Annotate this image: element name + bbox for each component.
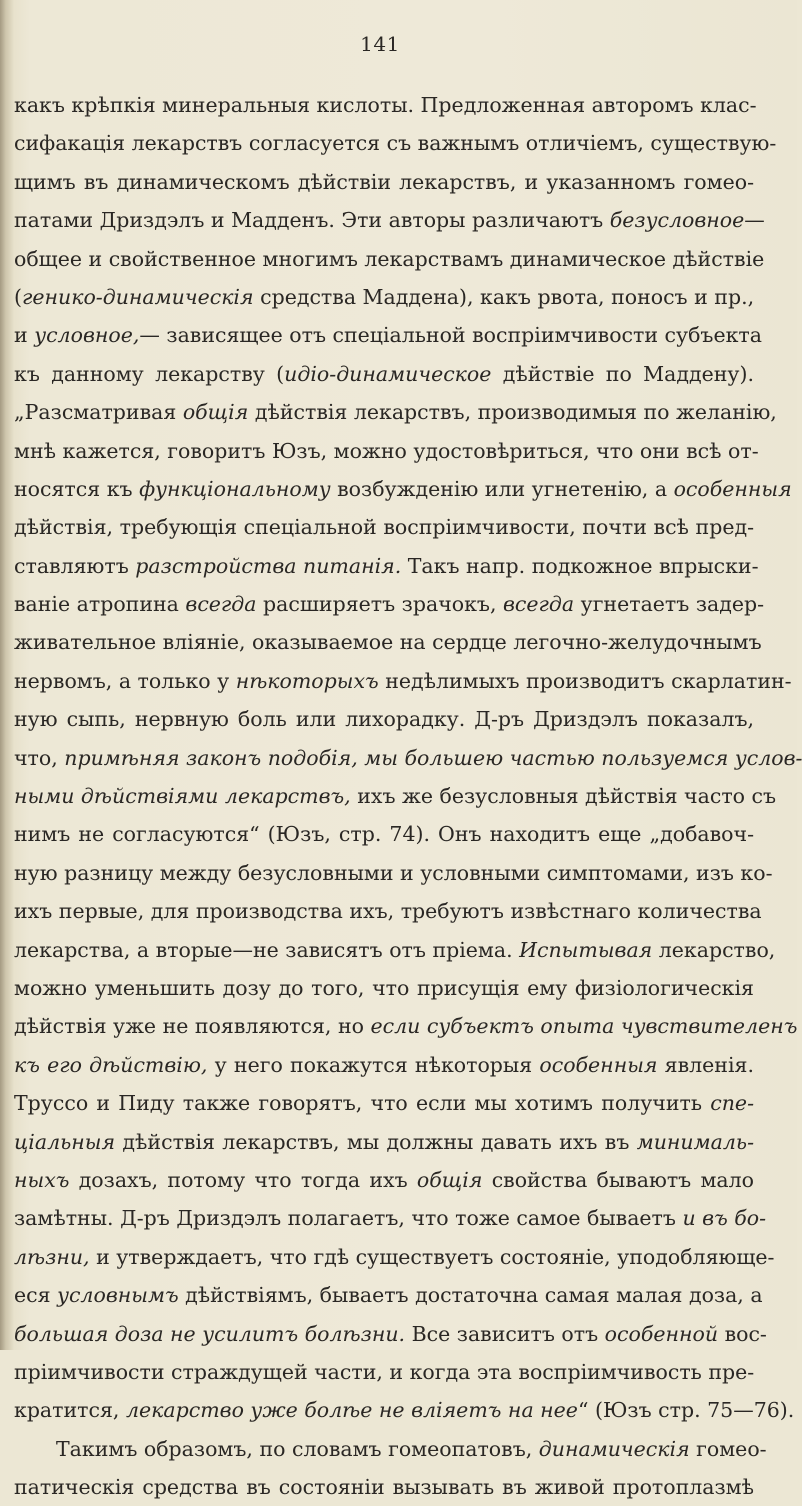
text-line — [14, 1391, 795, 1429]
text-segment: какъ крѣпкія минеральныя кислоты. Предложенная авторомъ клас- — [14, 93, 757, 117]
text-segment: ихъ же безусловныя дѣйствія часто съ — [350, 784, 777, 809]
text-segment: и утверждаетъ, что гдѣ существуетъ состояніе, уподобляюще- — [89, 1244, 775, 1269]
italic-text: разстройства питанія. — [135, 553, 402, 578]
italic-text: особенной — [604, 1321, 719, 1346]
text-line — [14, 815, 754, 853]
text-segment: ихъ первые, для производства ихъ, требуютъ извѣстнаго количества — [14, 899, 762, 924]
text-line — [14, 854, 773, 892]
text-segment: — зависящее отъ спеціальной воспріимчивости субъекта — [139, 323, 762, 348]
text-line — [14, 393, 777, 431]
text-line — [14, 1468, 754, 1506]
text-segment: ( — [14, 284, 22, 309]
text-segment: угнетаетъ задер- — [574, 592, 765, 617]
text-segment: гомео- — [689, 1436, 767, 1461]
text-line — [14, 240, 765, 278]
text-segment: дѣйствія лекарствъ, производимыя по желанію, — [248, 400, 777, 425]
text-line — [14, 662, 792, 700]
text-line — [14, 278, 754, 316]
body-text — [14, 86, 802, 1506]
text-line — [14, 1276, 763, 1314]
italic-text: и въ бо- — [682, 1206, 767, 1231]
text-segment: патическія средства въ состояніи вызывать въ живой протоплазмѣ — [14, 1475, 754, 1500]
text-segment: дѣйствіямъ, бываетъ достаточна самая малая доза, а — [178, 1283, 763, 1308]
italic-text: большая доза не усилитъ болѣзни. — [14, 1321, 406, 1346]
text-segment: дѣйствія уже не появляются, но — [14, 1014, 371, 1039]
italic-text: минималь- — [636, 1129, 754, 1154]
text-segment: лекарство, — [652, 937, 776, 962]
text-segment: ваніе атропина — [14, 592, 186, 617]
text-line — [14, 585, 765, 623]
text-segment: и — [14, 323, 35, 348]
text-segment: еся — [14, 1283, 58, 1308]
text-segment: Такимъ образомъ, по словамъ гомеопатовъ, — [56, 1436, 539, 1461]
text-line — [14, 508, 754, 546]
text-segment: пріимчивости страждущей части, и когда эта воспріимчивость пре- — [14, 1359, 755, 1384]
italic-text: идіо-динамическое — [284, 361, 492, 386]
text-line — [14, 201, 765, 239]
text-segment: возбужденію или угнетенію, а — [330, 476, 674, 501]
text-segment: — — [744, 208, 765, 233]
text-segment: патами Дриздэлъ и Мадденъ. Эти авторы различаютъ — [14, 208, 610, 233]
text-line — [14, 163, 754, 201]
text-segment: нервомъ, а только у — [14, 668, 236, 693]
text-segment: мнѣ кажется, говоритъ Юзъ, можно удостовѣриться, что они всѣ от- — [14, 438, 759, 463]
text-line — [14, 316, 762, 354]
text-segment: ную разницу между безусловными и условными симптомами, изъ ко- — [14, 860, 773, 885]
text-segment: „Разсматривая — [14, 400, 183, 425]
text-line — [14, 892, 762, 930]
text-segment: вос- — [718, 1321, 767, 1346]
text-line — [14, 739, 802, 777]
italic-text: особенныя — [539, 1052, 658, 1077]
text-line — [14, 124, 777, 162]
text-segment: Такъ напр. подкожное впрыски- — [401, 553, 759, 578]
italic-text: общія — [416, 1167, 483, 1192]
italic-text: условнымъ — [57, 1283, 179, 1308]
text-segment: дозахъ, потому что тогда ихъ — [69, 1167, 417, 1192]
italic-text: особенныя — [673, 476, 792, 501]
text-line — [14, 1353, 754, 1391]
text-segment: щимъ въ динамическомъ дѣйствіи лекарствъ, и указанномъ гомео- — [14, 169, 754, 194]
italic-text: всегда — [502, 592, 575, 617]
text-line — [14, 1430, 767, 1468]
italic-text: нѣкоторыхъ — [235, 668, 379, 693]
italic-text: всегда — [185, 592, 257, 617]
italic-text: генико-динамическія — [22, 284, 254, 309]
text-segment: нимъ не согласуются“ (Юзъ, стр. 74). Онъ находитъ еще „добавоч- — [14, 822, 754, 847]
italic-text: условное, — [34, 323, 140, 348]
text-line — [14, 1238, 775, 1276]
text-segment: дѣйствіе по Маддену). — [491, 361, 754, 386]
text-line — [14, 355, 754, 393]
italic-text: ціальныя — [14, 1129, 116, 1154]
text-segment: дѣйствія, требующія спеціальной воспріимчивости, почти всѣ пред- — [14, 515, 754, 540]
text-line — [14, 470, 792, 508]
text-segment: свойства бываютъ мало — [482, 1167, 754, 1192]
text-segment: расширяетъ зрачокъ, — [256, 592, 503, 617]
text-line — [14, 1199, 767, 1237]
text-line — [14, 623, 762, 661]
italic-text: Испытывая — [519, 937, 653, 962]
text-segment: средства Маддена), какъ рвота, поносъ и пр., — [253, 284, 755, 309]
text-line — [14, 1123, 754, 1161]
italic-text: функціональному — [139, 476, 331, 501]
page-number: 141 — [360, 32, 400, 56]
text-line — [14, 969, 754, 1007]
italic-text: лѣзни, — [14, 1244, 90, 1269]
italic-text: если субъектъ опыта чувствителенъ — [370, 1014, 798, 1039]
text-segment: сифакація лекарствъ согласуется съ важнымъ отличіемъ, существую- — [14, 131, 777, 156]
text-segment: у него покажутся нѣкоторыя — [207, 1052, 540, 1077]
text-line — [14, 547, 759, 585]
text-segment: недѣлимыхъ производитъ скарлатин- — [378, 668, 792, 693]
text-segment: живательное вліяніе, оказываемое на сердце легочно-желудочнымъ — [14, 630, 762, 655]
text-segment: замѣтны. Д-ръ Дриздэлъ полагаетъ, что тоже самое бываетъ — [14, 1206, 683, 1231]
text-line — [14, 1046, 754, 1084]
text-line — [14, 1161, 754, 1199]
text-line — [14, 1084, 754, 1122]
text-segment: Труссо и Пиду также говорятъ, что если мы хотимъ получить — [14, 1091, 711, 1116]
italic-text: общія — [182, 400, 249, 425]
text-segment: къ данному лекарству ( — [14, 361, 285, 386]
italic-text: примѣняя законъ подобія, мы большею частью пользуемся услов- — [64, 745, 802, 770]
text-segment: кратится, — [14, 1398, 126, 1423]
text-segment: лекарства, а вторые—не зависятъ отъ пріема. — [14, 937, 520, 962]
italic-text: лекарство уже болѣе не вліяетъ на нее — [125, 1398, 578, 1423]
text-line — [14, 1315, 767, 1353]
text-segment: можно уменьшить дозу до того, что присущія ему физіологическія — [14, 975, 754, 1000]
italic-text: къ его дѣйствію, — [14, 1052, 208, 1077]
text-segment: дѣйствія лекарствъ, мы должны давать ихъ въ — [115, 1129, 637, 1154]
text-segment: ставляютъ — [14, 553, 136, 578]
italic-text: ными дѣйствіями лекарствъ, — [14, 784, 351, 809]
text-line — [14, 86, 757, 124]
italic-text: динамическія — [538, 1436, 690, 1461]
italic-text: ныхъ — [14, 1167, 70, 1192]
text-segment: общее и свойственное многимъ лекарствамъ динамическое дѣйствіе — [14, 246, 765, 271]
text-segment: носятся къ — [14, 476, 140, 501]
text-line — [14, 432, 759, 470]
text-line — [14, 931, 776, 969]
text-segment: явленія. — [657, 1052, 754, 1077]
text-line — [14, 700, 754, 738]
book-spine-shadow — [0, 0, 14, 1350]
text-segment: ную сыпь, нервную боль или лихорадку. Д-ръ Дриздэлъ показалъ, — [14, 707, 754, 732]
italic-text: спе- — [710, 1091, 754, 1116]
text-segment: “ (Юзъ стр. 75—76). — [577, 1398, 795, 1423]
italic-text: безусловное — [609, 208, 745, 233]
text-segment: Все зависитъ отъ — [405, 1321, 605, 1346]
text-line — [14, 777, 777, 815]
text-line — [14, 1007, 798, 1045]
text-segment: что, — [14, 745, 65, 770]
